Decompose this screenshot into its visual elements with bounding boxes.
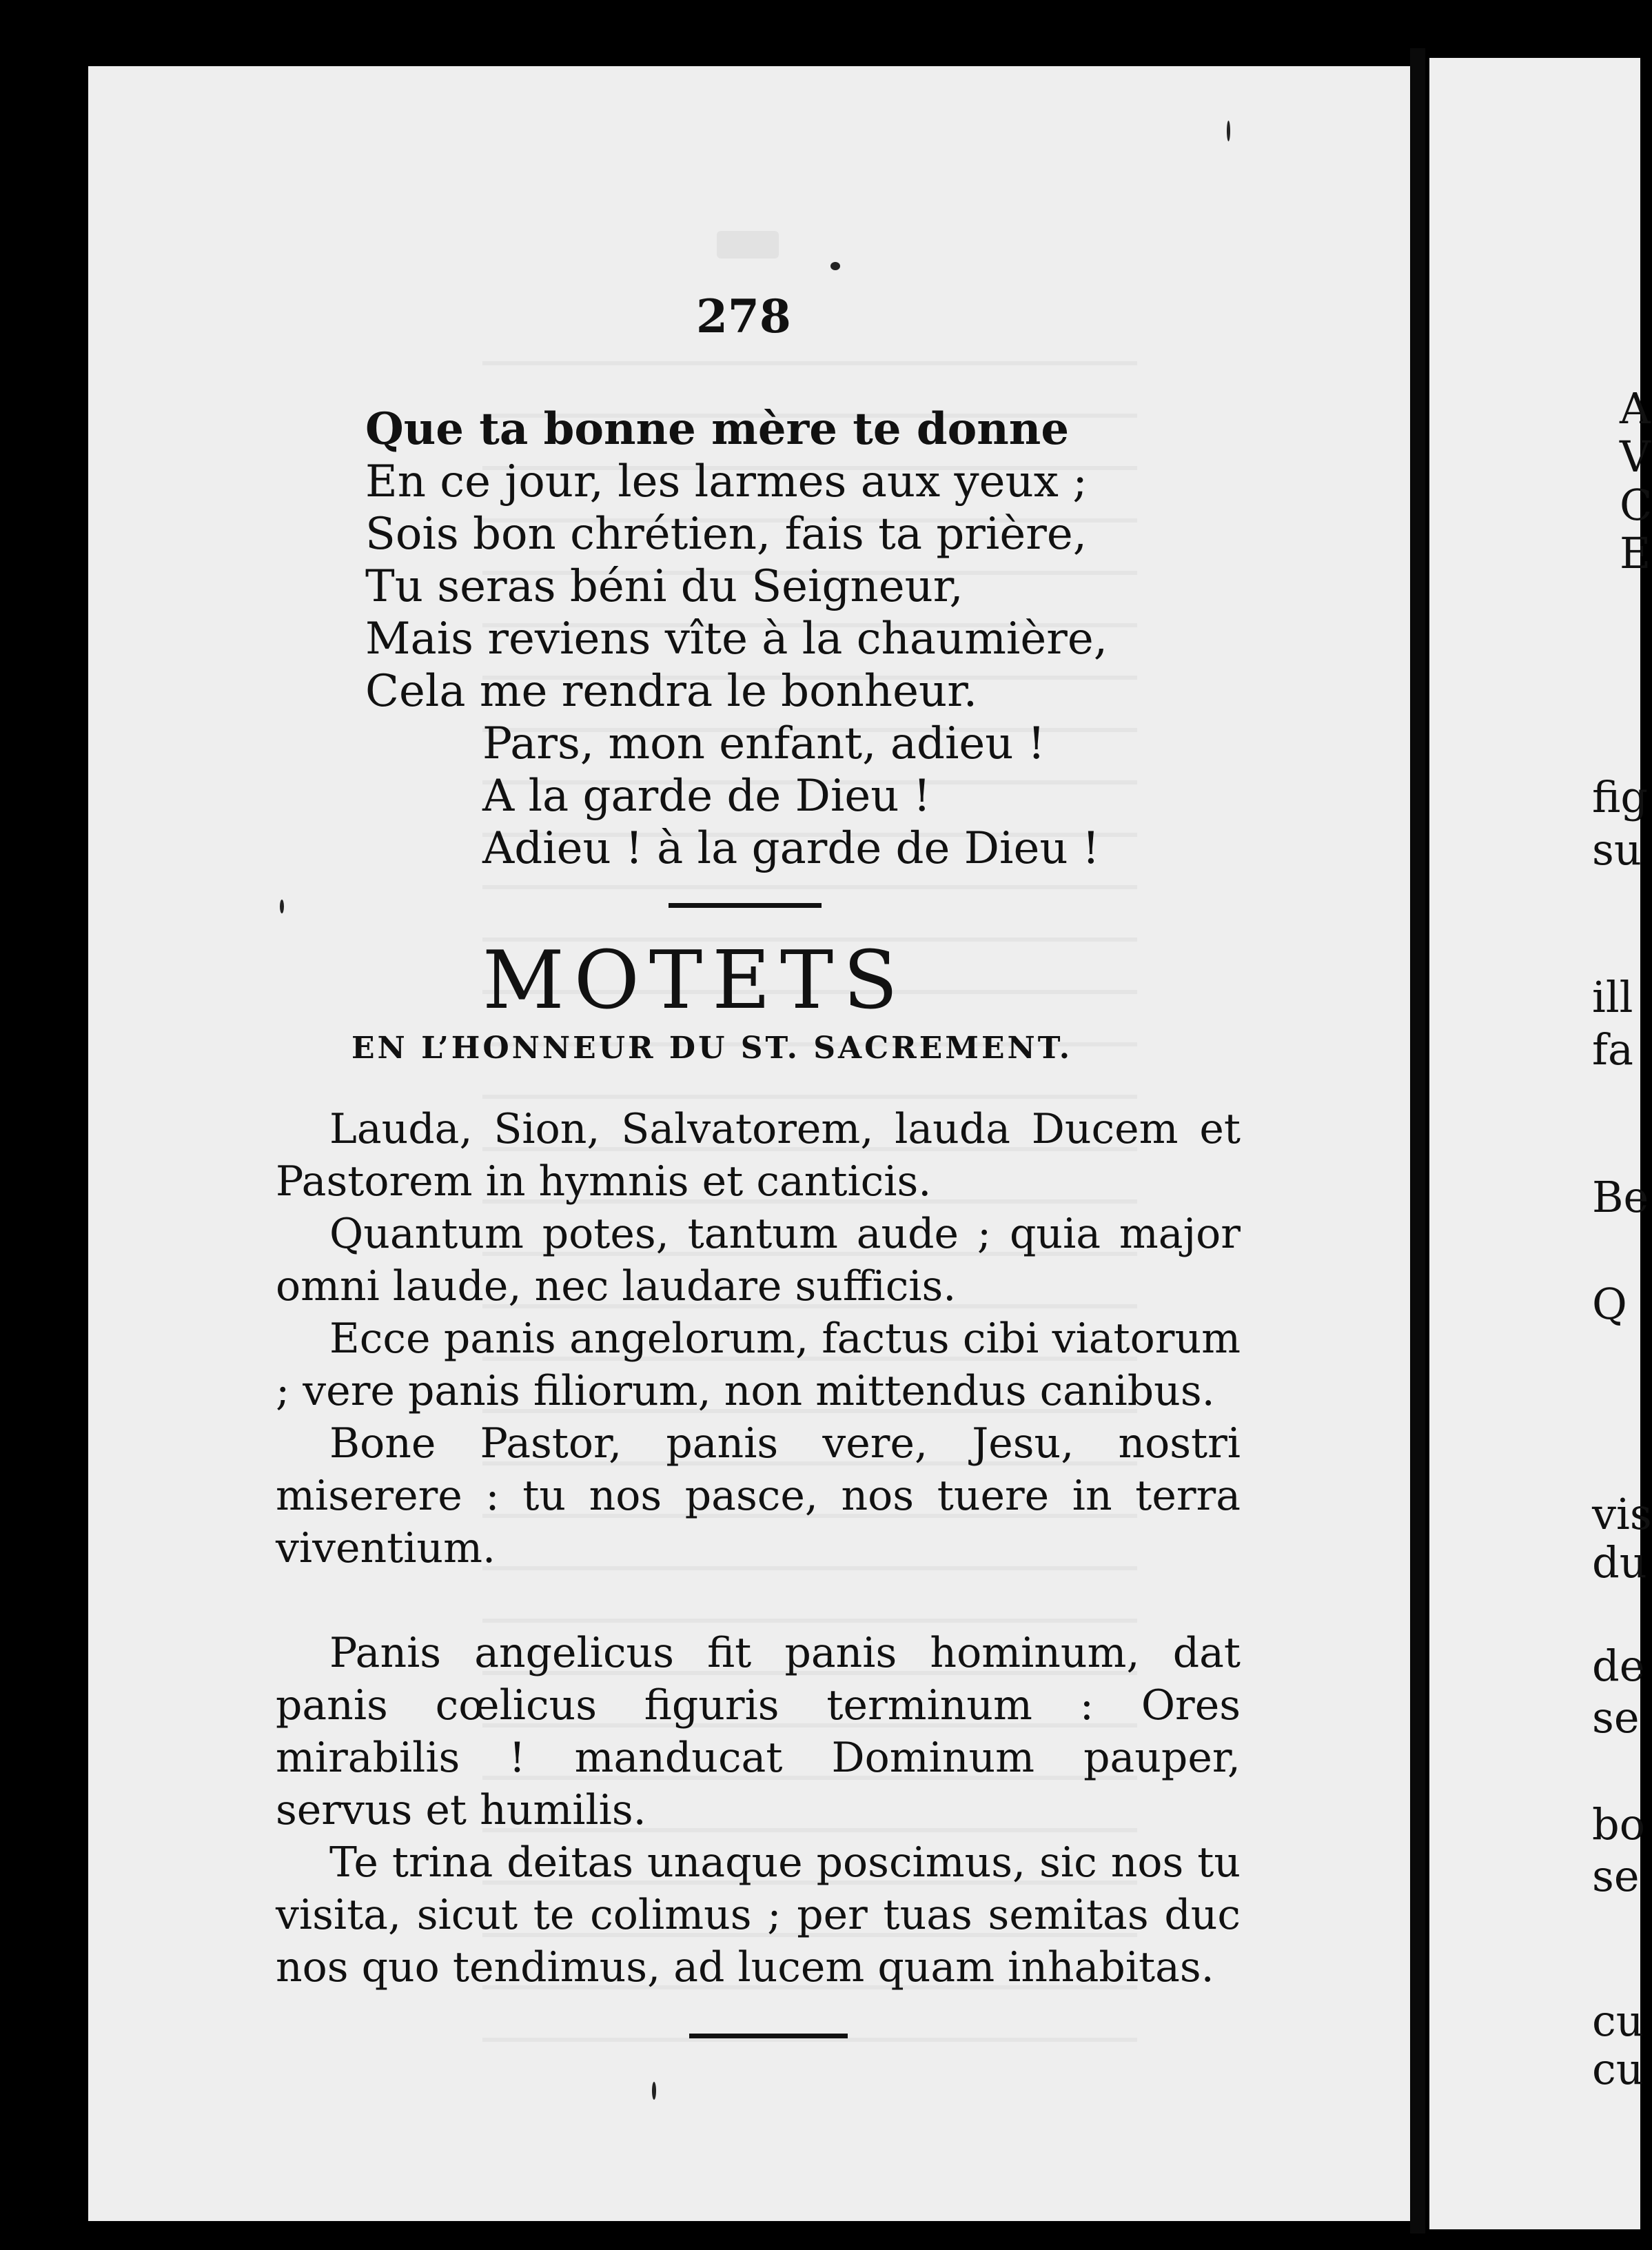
ink-speck	[1227, 121, 1230, 141]
verse-line: Que ta bonne mère te donne	[365, 403, 1070, 455]
facing-fragment: ill	[1592, 972, 1633, 1022]
facing-fragment: Be	[1592, 1172, 1649, 1222]
prose-paragraph: Panis angelicus fit panis hominum, dat panis cœlicus figuris terminum : Ores mirabilis ! manducat Dominum pauper, servus et humilis.	[276, 1629, 1241, 1834]
verse-line: Sois bon chrétien, fais ta prière,	[365, 509, 1088, 560]
ink-speck	[830, 262, 840, 270]
book-gutter	[1410, 48, 1425, 2233]
facing-fragment: fa	[1592, 1024, 1633, 1075]
facing-fragment: se	[1592, 1851, 1640, 1901]
refrain-line: A la garde de Dieu !	[482, 771, 931, 822]
end-divider	[689, 2034, 848, 2038]
section-title: MOTETS	[482, 934, 908, 1027]
facing-fragment: bo	[1592, 1799, 1646, 1849]
facing-fragment: V	[1620, 432, 1651, 482]
ink-speck	[280, 900, 284, 913]
verse-line: Tu seras béni du Seigneur,	[365, 561, 963, 612]
facing-fragment: Q	[1592, 1279, 1627, 1329]
song-verse	[365, 403, 1192, 875]
section-subtitle: EN L’HONNEUR DU ST. SACREMENT.	[351, 1031, 1073, 1066]
motet-lauda-sion	[276, 1103, 1241, 1574]
facing-fragment: A	[1620, 383, 1651, 434]
facing-fragment: se	[1592, 1692, 1640, 1743]
facing-fragment: cu	[1592, 1996, 1644, 2046]
section-divider	[669, 903, 822, 908]
page-number: 278	[696, 290, 791, 343]
prose-paragraph: Te trina deitas unaque poscimus, sic nos tu visita, sicut te colimus ; per tuas semitas duc nos quo tendimus, ad lucem quam inhabitas.	[276, 1838, 1241, 1991]
prose-paragraph: Bone Pastor, panis vere, Jesu, nostri miserere : tu nos pasce, nos tuere in terra viventium.	[276, 1419, 1241, 1572]
ink-speck	[652, 2082, 656, 2100]
facing-fragment: cu	[1592, 2044, 1644, 2094]
refrain-line: Pars, mon enfant, adieu !	[482, 718, 1046, 769]
prose-paragraph: Ecce panis angelorum, factus cibi viatorum ; vere panis filiorum, non mittendus canibus.	[276, 1315, 1241, 1415]
verse-line: Mais reviens vîte à la chaumière,	[365, 614, 1108, 665]
prose-paragraph: Lauda, Sion, Salvatorem, lauda Ducem et Pastorem in hymnis et canticis.	[276, 1105, 1241, 1206]
facing-fragment: fig	[1592, 772, 1649, 822]
facing-fragment: vis	[1592, 1489, 1652, 1539]
refrain-line: Adieu ! à la garde de Dieu !	[482, 823, 1100, 874]
verse-line: En ce jour, les larmes aux yeux ;	[365, 456, 1088, 507]
verse-line: Cela me rendra le bonheur.	[365, 666, 978, 717]
facing-fragment: su	[1592, 824, 1642, 875]
right-page-edge	[1429, 58, 1640, 2229]
facing-fragment: de	[1592, 1641, 1645, 1691]
facing-fragment: E	[1620, 528, 1651, 578]
facing-fragment: du	[1592, 1537, 1647, 1588]
motet-panis-angelicus	[276, 1627, 1241, 1994]
facing-fragment: C	[1620, 480, 1652, 530]
prose-paragraph: Quantum potes, tantum aude ; quia major omni laude, nec laudare sufficis.	[276, 1210, 1241, 1310]
show-through-mark	[717, 231, 779, 259]
